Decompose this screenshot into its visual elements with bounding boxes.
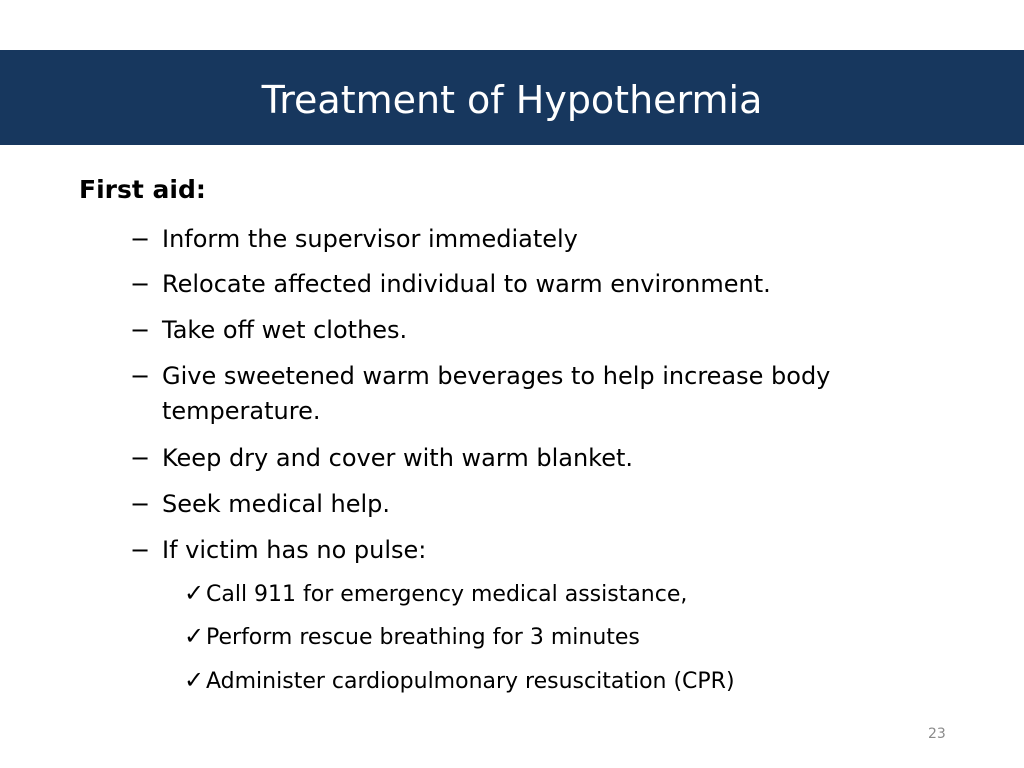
dash-icon: − [130,316,151,344]
bullet-text: temperature. [162,397,321,425]
bullet-text: Inform the supervisor immediately [162,225,578,253]
checkmark-icon: ✓ [184,579,205,607]
bullet-text: Give sweetened warm beverages to help increase body [162,362,831,390]
sub-bullet-text: Perform rescue breathing for 3 minutes [206,625,640,650]
slide-title: Treatment of Hypothermia [261,77,763,122]
dash-icon: − [130,225,151,253]
checkmark-icon: ✓ [184,622,205,650]
dash-icon: − [130,270,151,298]
bullet-text: Take off wet clothes. [162,316,408,344]
checkmark-icon: ✓ [184,666,205,694]
dash-icon: − [130,536,151,564]
bullet-text: If victim has no pulse: [162,536,427,564]
sub-bullet-text: Call 911 for emergency medical assistance, [206,582,688,607]
dash-icon: − [130,444,151,472]
bullet-text: Keep dry and cover with warm blanket. [162,444,633,472]
bullet-text: Relocate affected individual to warm environment. [162,270,771,298]
bullet-text: Seek medical help. [162,490,391,518]
first-aid-heading: First aid: [79,175,206,204]
sub-bullet-text: Administer cardiopulmonary resuscitation (CPR) [206,669,735,694]
page-number: 23 [928,726,946,742]
dash-icon: − [130,362,151,390]
dash-icon: − [130,490,151,518]
